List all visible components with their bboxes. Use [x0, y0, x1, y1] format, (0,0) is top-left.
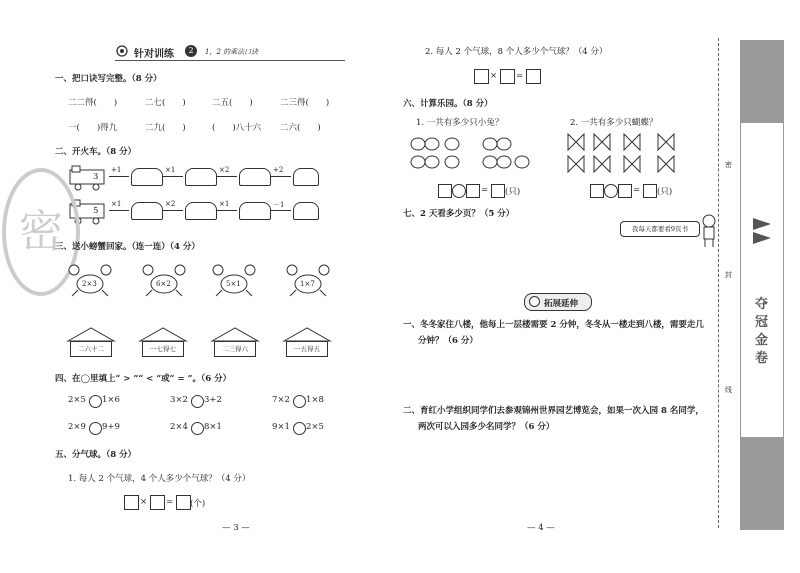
train-1-arrow-4: [271, 176, 291, 177]
compare-r2-circle-3[interactable]: [293, 422, 306, 435]
s1-r1-c2: 二七( ): [145, 98, 186, 108]
train-2-arrow-3: [217, 210, 237, 211]
house-4-label: 一五得五: [286, 341, 328, 357]
butterfly-box-1[interactable]: [590, 184, 604, 198]
compare-r1-right-2: 3+2: [204, 395, 222, 405]
butterfly-box-3[interactable]: [643, 184, 657, 198]
extension-title: 拓展延伸: [544, 299, 579, 309]
compare-row-2: [68, 422, 368, 436]
compare-r2-right-1: 9+9: [102, 422, 120, 432]
page-number-left: — 3 —: [222, 523, 250, 533]
boy-reading-icon: [700, 214, 718, 248]
s6-question-2: 2. 一共有多少只蝴蝶？: [570, 118, 658, 128]
train-2-op-4: －1: [273, 201, 285, 209]
crab-2[interactable]: [142, 262, 186, 300]
crab-3[interactable]: [212, 262, 256, 300]
butterfly-equation: [590, 184, 700, 198]
crab-1-label: 2×3: [82, 280, 97, 288]
train-2-arrow-2: [163, 210, 183, 211]
train-2-op-1: ×1: [111, 200, 122, 208]
side-char-3: 线: [725, 386, 732, 394]
r-q2-box-3[interactable]: [526, 69, 541, 84]
train-1-op-3: ×2: [219, 166, 230, 174]
train-2-op-3: ×1: [219, 200, 230, 208]
s1-r1-c4: 二三得( ): [280, 98, 330, 108]
page-number-right: — 4 —: [527, 523, 555, 533]
train-1-op-1: +1: [111, 166, 122, 174]
house-roof-icon: [66, 326, 116, 342]
house-3[interactable]: [210, 326, 260, 360]
compare-r2-left-1: 2×9: [68, 422, 86, 432]
brand-name: 夺冠金卷: [755, 297, 769, 366]
s5-answer-box-2[interactable]: [150, 495, 165, 510]
ext-problem-2-line-1: 二、育红小学组织同学们去参观锦州世界园艺博览会，如果一次入园 8 名同学，: [403, 406, 704, 416]
header-underline: [115, 60, 345, 61]
compare-row-1: [68, 395, 368, 409]
crab-4[interactable]: [286, 262, 330, 300]
train-1-car-1[interactable]: [131, 168, 163, 186]
crab-2-label: 6×2: [156, 280, 171, 288]
train-2-car-4[interactable]: [293, 202, 319, 220]
compare-r1-right-1: 1×6: [102, 395, 120, 405]
extension-banner: [524, 293, 592, 311]
house-roof-icon: [138, 326, 188, 342]
butterfly-op-circle[interactable]: [604, 184, 618, 198]
equals-sign: =: [633, 185, 641, 195]
train-1-arrow-2: [163, 176, 183, 177]
headset-mascot-icon: [115, 44, 129, 58]
house-3-label: 二三得六: [214, 341, 256, 357]
times-sign: ×: [490, 71, 498, 81]
rabbit-box-1[interactable]: [438, 184, 452, 198]
train-2-car-3[interactable]: [239, 202, 271, 220]
brand-logo-icon: [751, 216, 773, 246]
compare-r1-left-3: 7×2: [272, 395, 290, 405]
rabbit-box-3[interactable]: [491, 184, 505, 198]
r-q2-box-1[interactable]: [474, 69, 489, 84]
equals-sign: =: [166, 497, 174, 507]
train-2-car-1[interactable]: [131, 202, 163, 220]
crab-3-label: 5×1: [226, 280, 241, 288]
train-2-arrow-1: [109, 210, 129, 211]
house-4[interactable]: [282, 326, 332, 360]
s1-r1-c1: 二二得( ): [68, 98, 118, 108]
side-strip-top-block: [741, 41, 783, 123]
house-roof-icon: [282, 326, 332, 342]
ext-problem-1-line-2: 分钟？（6 分）: [418, 336, 478, 346]
rabbit-unit: (只): [505, 187, 521, 197]
page-header-left: [55, 44, 385, 62]
compare-r2-left-3: 9×1: [272, 422, 290, 432]
compare-r1-circle-2[interactable]: [191, 395, 204, 408]
train-1-start: 3: [93, 172, 99, 182]
compare-r2-right-2: 8×1: [204, 422, 222, 432]
train-1-car-4[interactable]: [293, 168, 319, 186]
train-1-op-4: +2: [273, 166, 284, 174]
section-3-title: 三、送小螃蟹回家。（连一连）（4 分）: [55, 242, 200, 252]
compare-r1-right-3: 1×8: [306, 395, 324, 405]
s1-r2-c3: ( )八十六: [212, 123, 262, 133]
train-1-op-2: ×1: [165, 166, 176, 174]
crab-4-label: 1×7: [300, 280, 315, 288]
section-6-title: 六、计算乐园。（8 分）: [403, 99, 493, 109]
crab-1[interactable]: [68, 262, 112, 300]
butterfly-unit: (只): [657, 187, 673, 197]
compare-r1-left-2: 3×2: [170, 395, 188, 405]
train-1-car-3[interactable]: [239, 168, 271, 186]
side-strip-bottom-block: [741, 437, 783, 529]
s6-question-1: 1. 一共有多少只小兔？: [416, 118, 504, 128]
s1-r2-c1: 一( )得九: [68, 123, 118, 133]
rabbits-icon: [406, 132, 536, 174]
s1-r2-c2: 二九( ): [145, 123, 186, 133]
mascot-icon: [528, 295, 541, 308]
header-badge-text: 针对训练: [134, 49, 174, 60]
s5-answer-box-1[interactable]: [124, 495, 139, 510]
s5-unit: (个): [190, 499, 206, 509]
butterflies-icon: [566, 130, 696, 176]
compare-r2-left-2: 2×4: [170, 422, 188, 432]
ext-problem-1-line-1: 一、冬冬家住八楼，他每上一层楼需要 2 分钟，冬冬从一楼走到八楼，需要走几: [403, 320, 704, 330]
butterfly-group: [566, 130, 696, 176]
rabbit-box-2[interactable]: [466, 184, 480, 198]
train-2-start: 5: [93, 206, 99, 216]
seal-stamp: 密: [2, 168, 80, 296]
equals-sign: =: [516, 71, 524, 81]
header-badge-number: 2: [185, 45, 197, 57]
ext-problem-2-line-2: 两次可以入园多少名同学？（6 分）: [418, 422, 555, 432]
speech-bubble: 我每天都要看9页书: [620, 221, 700, 237]
section-5-title: 五、分气球。（8 分）: [55, 450, 137, 460]
section-4-title: 四、在◯里填上“ > ”“ < ”或“ = ”。（6 分）: [55, 374, 232, 384]
section-1-title: 一、把口诀写完整。（8 分）: [55, 74, 162, 84]
house-2-label: 一七得七: [142, 341, 184, 357]
times-sign: ×: [140, 497, 148, 507]
train-2-car-2[interactable]: [185, 202, 217, 220]
train-2-op-2: ×2: [165, 200, 176, 208]
s5-question-1: 1. 每人 2 个气球，4 个人多少个气球？（4 分）: [68, 474, 251, 484]
train-1-arrow-1: [109, 176, 129, 177]
rabbit-group: [406, 132, 536, 174]
locomotive-icon: [68, 164, 108, 192]
section-7-title: 七、2 天看多少页？（5 分）: [403, 209, 515, 219]
side-char-1: 密: [725, 161, 732, 169]
house-roof-icon: [210, 326, 260, 342]
compare-r2-right-3: 2×5: [306, 422, 324, 432]
house-1-label: 二六十二: [70, 341, 112, 357]
r-question-2: 2. 每人 2 个气球，8 个人多少个气球？（4 分）: [425, 47, 608, 57]
side-strip: [740, 40, 784, 530]
r-q2-box-2[interactable]: [500, 69, 515, 84]
binding-line: [718, 38, 719, 528]
train-2: [68, 198, 318, 226]
equals-sign: =: [481, 185, 489, 195]
compare-r2-circle-1[interactable]: [89, 422, 102, 435]
section-2-title: 二、开火车。（8 分）: [55, 147, 137, 157]
house-2[interactable]: [138, 326, 188, 360]
s1-r2-c4: 二六( ): [280, 123, 321, 133]
s5-answer-box-3[interactable]: [176, 495, 191, 510]
compare-r1-left-1: 2×5: [68, 395, 86, 405]
compare-r1-circle-3[interactable]: [293, 395, 306, 408]
butterfly-box-2[interactable]: [618, 184, 632, 198]
train-1: [68, 164, 318, 192]
train-2-arrow-4: [271, 210, 291, 211]
compare-r2-circle-2[interactable]: [191, 422, 204, 435]
train-1-arrow-3: [217, 176, 237, 177]
s1-r1-c3: 二五( ): [212, 98, 253, 108]
compare-r1-circle-1[interactable]: [89, 395, 102, 408]
train-1-car-2[interactable]: [185, 168, 217, 186]
side-char-2: 封: [725, 271, 732, 279]
header-subtitle: 1，2 的乘法口诀: [205, 48, 259, 56]
house-1[interactable]: [66, 326, 116, 360]
rabbit-equation: [438, 184, 548, 198]
rabbit-op-circle[interactable]: [452, 184, 466, 198]
